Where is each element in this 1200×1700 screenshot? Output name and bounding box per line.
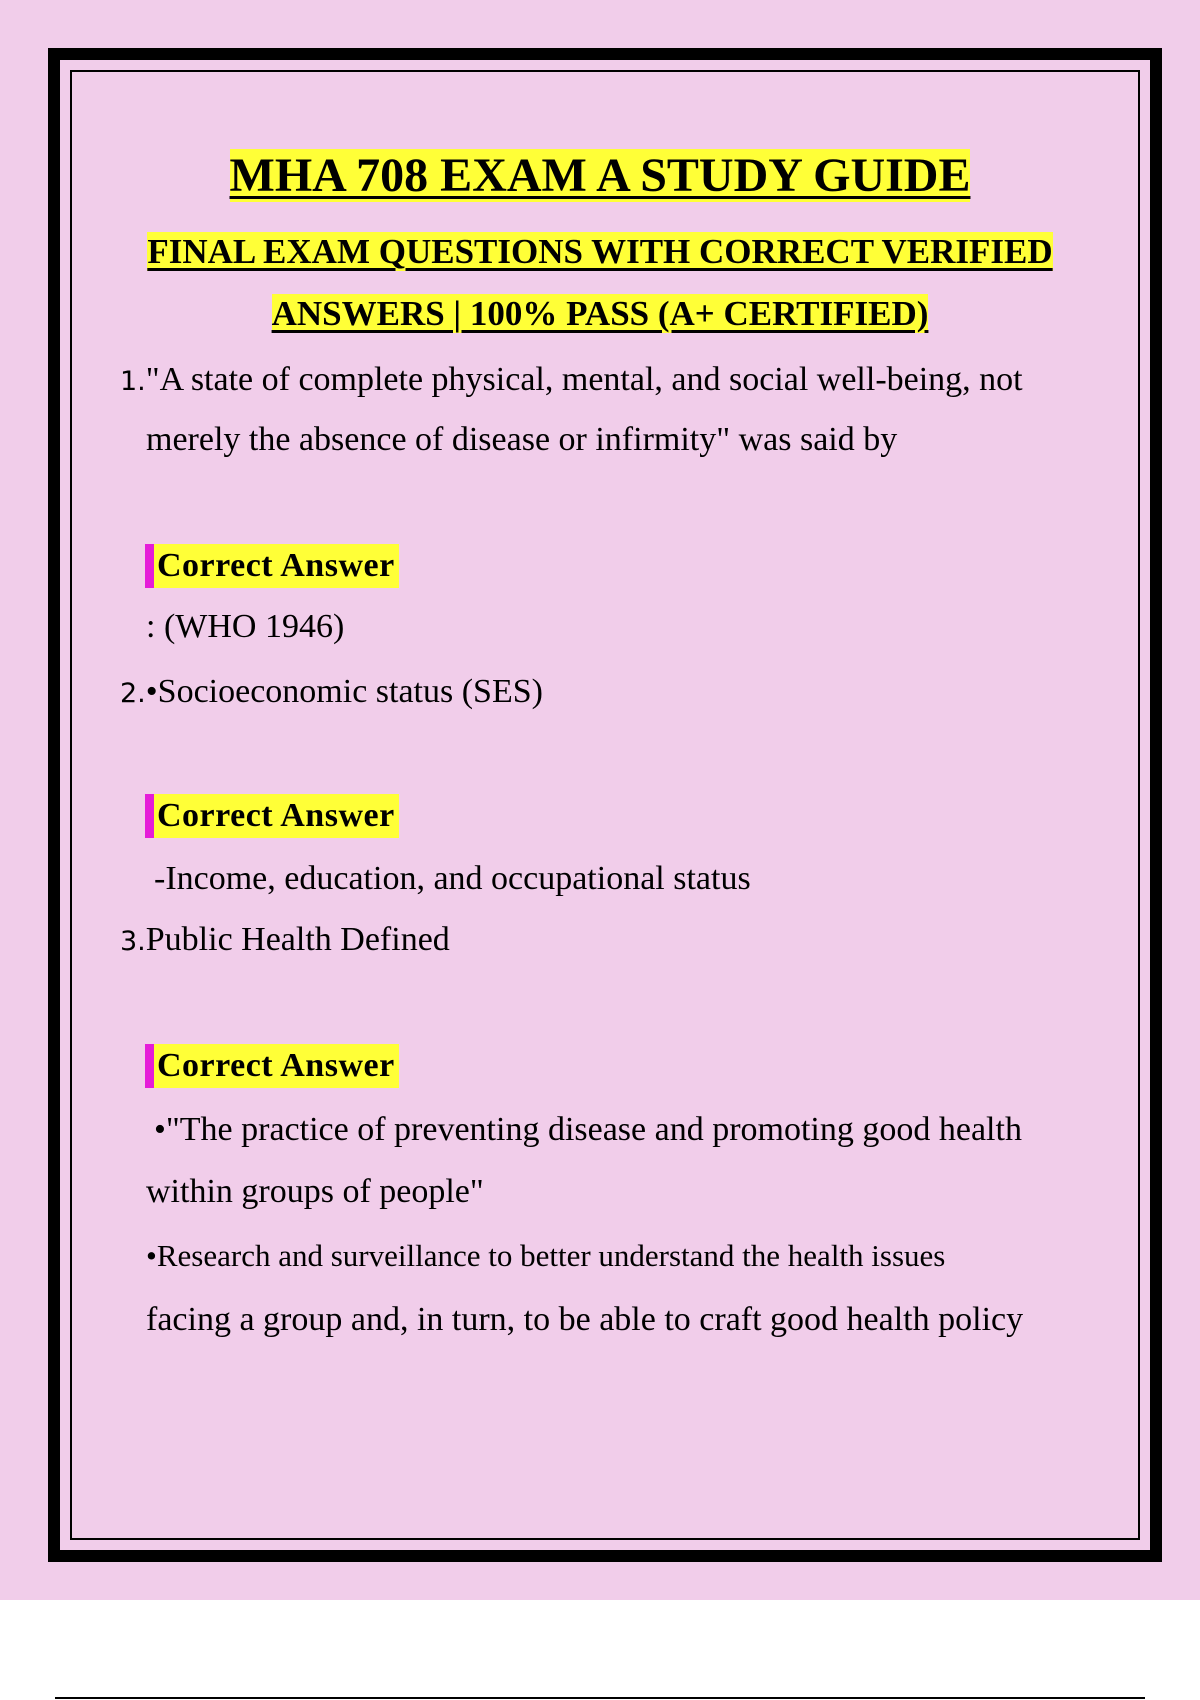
bottom-divider	[55, 1697, 1145, 1699]
question-1-continued: merely the absence of disease or infirmity" was said by	[146, 421, 898, 458]
question-text: •Socioeconomic status (SES)	[145, 673, 543, 710]
correct-answer-badge: Correct Answer	[145, 1044, 399, 1088]
correct-answer-badge: Correct Answer	[145, 794, 399, 838]
question-number: 3.	[120, 926, 146, 957]
answer-3-line2: within groups of people"	[146, 1173, 484, 1210]
correct-answer-badge: Correct Answer	[145, 544, 399, 588]
answer-1: : (WHO 1946)	[146, 608, 345, 645]
question-number: 1.	[120, 366, 146, 397]
question-text: Public Health Defined	[145, 921, 450, 958]
document-subtitle-line2: ANSWERS | 100% PASS (A+ CERTIFIED)	[271, 294, 929, 333]
document-title: MHA 708 EXAM A STUDY GUIDE	[229, 149, 971, 202]
question-1	[120, 358, 1023, 404]
answer-3-line4: facing a group and, in turn, to be able to craft good health policy	[146, 1301, 1024, 1338]
answer-2: -Income, education, and occupational status	[154, 860, 751, 897]
question-3	[120, 918, 450, 964]
answer-3-line1: •"The practice of preventing disease and promoting good health	[154, 1111, 1022, 1148]
question-2	[120, 670, 543, 716]
question-number: 2.	[120, 678, 146, 709]
document-subtitle-line1: FINAL EXAM QUESTIONS WITH CORRECT VERIFIED	[147, 232, 1053, 271]
question-text: "A state of complete physical, mental, and social well-being, not	[145, 361, 1023, 398]
answer-3-line3: •Research and surveillance to better understand the health issues	[146, 1238, 946, 1273]
